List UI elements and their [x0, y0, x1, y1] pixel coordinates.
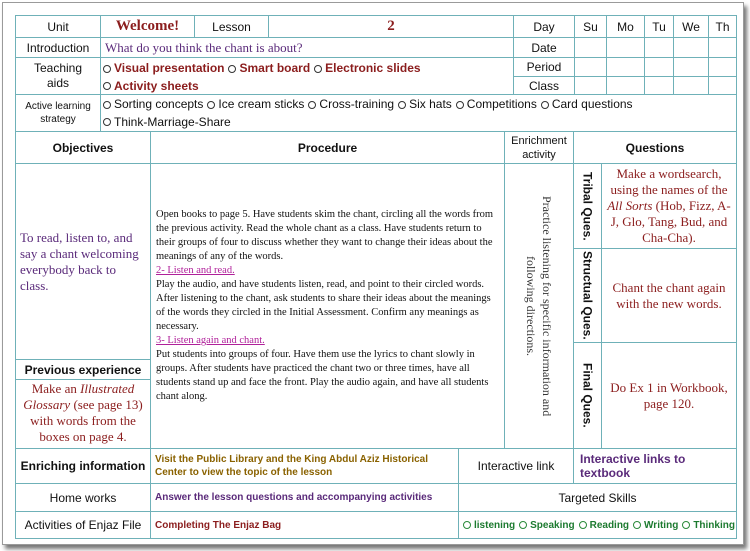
radio-icon[interactable]: [207, 101, 215, 109]
procedure-heading-2: 2- Listen and read.: [156, 265, 235, 276]
aid-option[interactable]: Activity sheets: [103, 78, 199, 95]
date-label: Date: [513, 37, 575, 58]
structural-label-cell: [573, 248, 602, 343]
date-tu-cell[interactable]: [644, 37, 674, 58]
objectives-text: To read, listen to, and say a chant welcoming everybody back to class.: [15, 163, 151, 360]
period-mo-cell[interactable]: [606, 57, 645, 77]
enrichment-header: Enrichment activity: [504, 131, 574, 164]
enriching-label: Enriching information: [15, 448, 151, 484]
radio-icon[interactable]: [308, 101, 316, 109]
period-we-cell[interactable]: [673, 57, 709, 77]
enrichment-cell: [504, 163, 574, 449]
lesson-label: Lesson: [194, 15, 269, 38]
home-works-label: Home works: [15, 483, 151, 512]
aid-option[interactable]: Smart board: [228, 60, 310, 77]
tribal-label: Tribal Ques.: [580, 171, 595, 241]
class-tu-cell[interactable]: [644, 76, 674, 95]
lesson-plan-frame: [2, 2, 744, 545]
introduction-text: What do you think the chant is about?: [100, 37, 514, 58]
strategy-option[interactable]: Sorting concepts: [103, 96, 203, 113]
radio-icon[interactable]: [103, 82, 111, 90]
structural-label: Structual Ques.: [580, 251, 595, 340]
interactive-link[interactable]: Interactive links to textbook: [573, 448, 737, 484]
enrichment-text: Practice listening for specific information and following directions.: [524, 195, 554, 417]
skill-option[interactable]: Thinking: [682, 520, 735, 531]
unit-label: Unit: [15, 15, 101, 38]
day-su: Su: [574, 15, 607, 38]
skill-option[interactable]: Writing: [633, 520, 678, 531]
final-label-cell: [573, 342, 602, 449]
class-mo-cell[interactable]: [606, 76, 645, 95]
targeted-skills-label: Targeted Skills: [458, 483, 737, 512]
structural-question: Chant the chant again with the new words.: [601, 248, 737, 343]
period-label: Period: [513, 57, 575, 77]
period-th-cell[interactable]: [708, 57, 737, 77]
class-su-cell[interactable]: [574, 76, 607, 95]
date-su-cell[interactable]: [574, 37, 607, 58]
aid-option[interactable]: Visual presentation: [103, 60, 224, 77]
enjaz-text: Completing The Enjaz Bag: [150, 511, 459, 539]
strategy-option[interactable]: Card questions: [541, 96, 633, 113]
period-su-cell[interactable]: [574, 57, 607, 77]
teaching-aids-label: Teaching aids: [15, 57, 101, 95]
strategy-option[interactable]: Ice cream sticks: [207, 96, 304, 113]
previous-experience-label: Previous experience: [15, 359, 151, 380]
objectives-header: Objectives: [15, 131, 151, 164]
radio-icon[interactable]: [519, 521, 527, 529]
unit-value: Welcome!: [100, 15, 195, 38]
date-we-cell[interactable]: [673, 37, 709, 58]
class-we-cell[interactable]: [673, 76, 709, 95]
skill-option[interactable]: listening: [463, 520, 515, 531]
final-question: Do Ex 1 in Workbook, page 120.: [601, 342, 737, 449]
radio-icon[interactable]: [398, 101, 406, 109]
strategy-option[interactable]: Think-Marriage-Share: [103, 114, 231, 131]
class-label: Class: [513, 76, 575, 95]
strategy-option[interactable]: Six hats: [398, 96, 452, 113]
date-th-cell[interactable]: [708, 37, 737, 58]
tribal-question: Make a wordsearch, using the names of the All Sorts (Hob, Fizz, A-J, Glo, Tang, Bud, and Cha-Cha).: [601, 163, 737, 249]
active-learning-options: [100, 94, 737, 132]
procedure-heading-3: 3- Listen again and chant.: [156, 335, 265, 346]
questions-header: Questions: [573, 131, 737, 164]
radio-icon[interactable]: [579, 521, 587, 529]
lesson-value: 2: [268, 15, 514, 38]
strategy-option[interactable]: Cross-training: [308, 96, 394, 113]
procedure-step-2: Play the audio, and have students listen, read, and point to their circled words. After listening to the chant, ask students to share their ideas about the meanings of the words they circled in the Initial Assessment. Confirm any meanings as necessary.: [156, 279, 491, 332]
enjaz-label: Activities of Enjaz File: [15, 511, 151, 539]
introduction-label: Introduction: [15, 37, 101, 58]
radio-icon[interactable]: [314, 65, 322, 73]
tribal-label-cell: [573, 163, 602, 249]
procedure-step-1: Open books to page 5. Have students skim the chant, circling all the words from the previous activity. Read the whole chant as a class. Have students return to their groups of four to discuss whether they want to change their ideas about the meanings of any of the words.: [156, 209, 494, 262]
date-mo-cell[interactable]: [606, 37, 645, 58]
skill-option[interactable]: Speaking: [519, 520, 574, 531]
day-tu: Tu: [644, 15, 674, 38]
class-th-cell[interactable]: [708, 76, 737, 95]
skill-option[interactable]: Reading: [579, 520, 629, 531]
enriching-text: Visit the Public Library and the King Abdul Aziz Historical Center to view the topic of the lesson: [150, 448, 459, 484]
teaching-aids-options: [100, 57, 514, 95]
day-label: Day: [513, 15, 575, 38]
procedure-body: [150, 163, 505, 449]
radio-icon[interactable]: [103, 118, 111, 126]
day-th: Th: [708, 15, 737, 38]
final-label: Final Ques.: [580, 363, 595, 428]
radio-icon[interactable]: [228, 65, 236, 73]
interactive-label: Interactive link: [458, 448, 574, 484]
day-mo: Mo: [606, 15, 645, 38]
day-we: We: [673, 15, 709, 38]
period-tu-cell[interactable]: [644, 57, 674, 77]
radio-icon[interactable]: [456, 101, 464, 109]
procedure-header: Procedure: [150, 131, 505, 164]
radio-icon[interactable]: [541, 101, 549, 109]
active-learning-label: Active learning strategy: [15, 94, 101, 132]
procedure-step-3: Put students into groups of four. Have them use the lyrics to chant slowly in groups. After students have practiced the chant two or three times, have all students stand up and face the front. Play the audio again, and have all students chant along.: [156, 349, 489, 402]
radio-icon[interactable]: [103, 65, 111, 73]
radio-icon[interactable]: [463, 521, 471, 529]
home-works-text: Answer the lesson questions and accompanying activities: [150, 483, 459, 512]
aid-option[interactable]: Electronic slides: [314, 60, 420, 77]
strategy-option[interactable]: Competitions: [456, 96, 537, 113]
radio-icon[interactable]: [103, 101, 111, 109]
radio-icon[interactable]: [633, 521, 641, 529]
radio-icon[interactable]: [682, 521, 690, 529]
previous-experience-text: Make an Illustrated Glossary (see page 13) with words from the boxes on page 4.: [15, 379, 151, 449]
targeted-skills-options: [458, 511, 737, 539]
